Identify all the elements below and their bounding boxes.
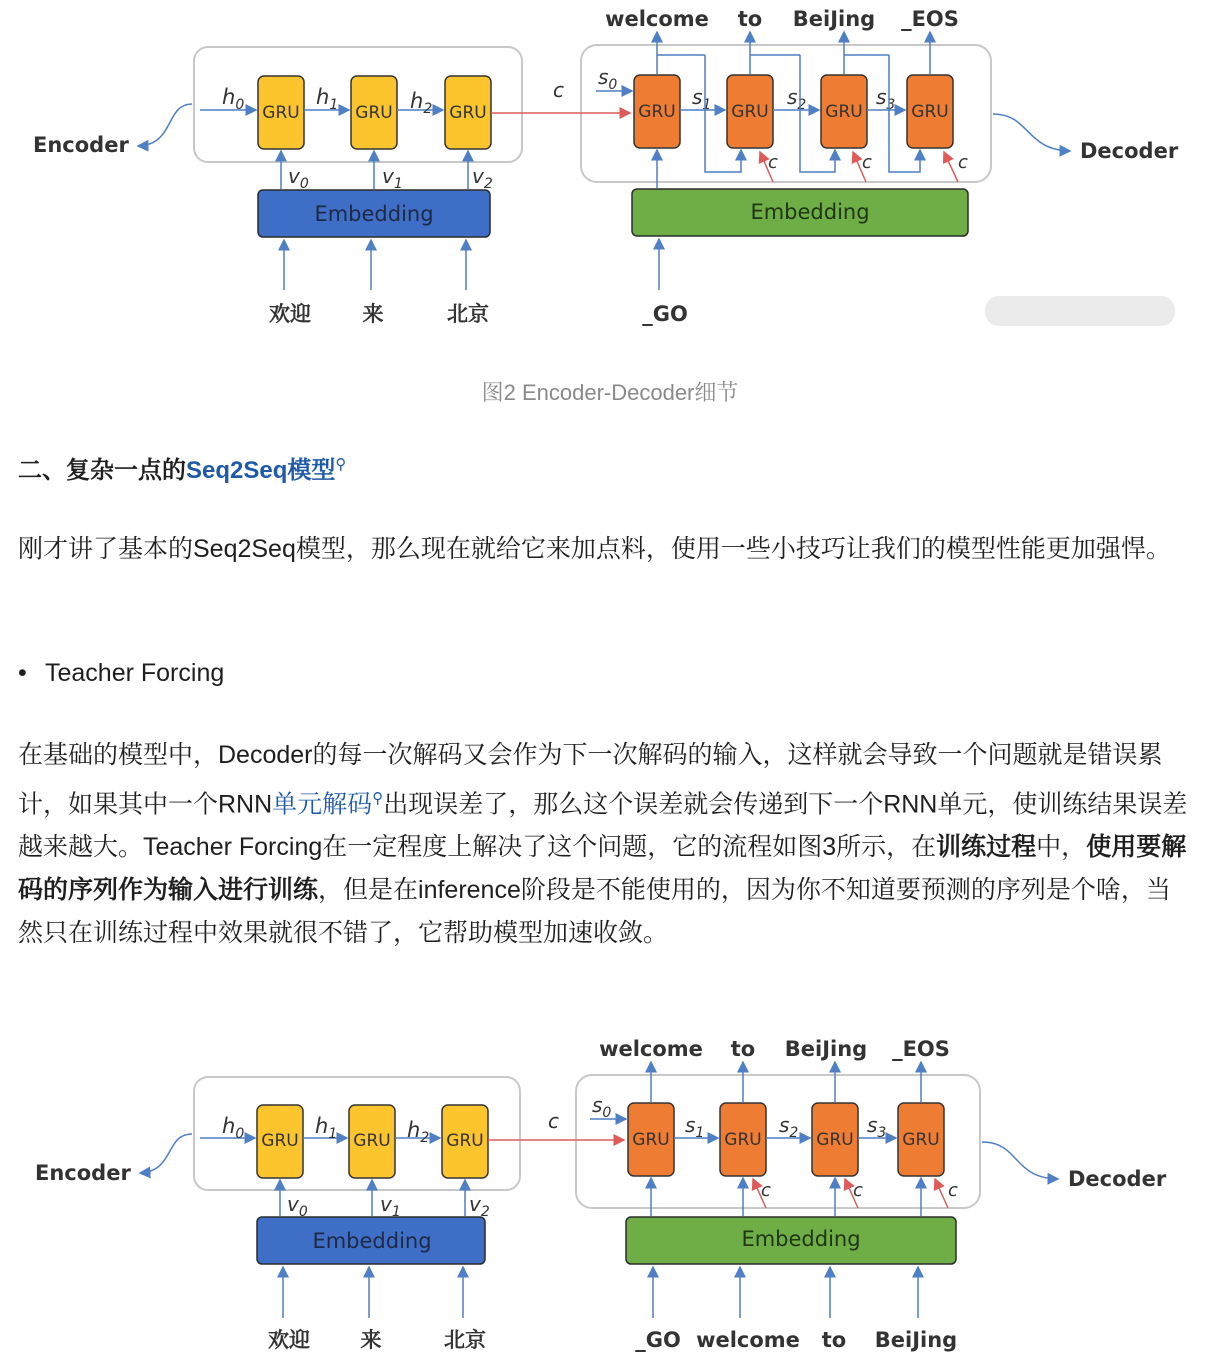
h2-label: $h_2$: [407, 1118, 430, 1146]
s3-label: $s_3$: [867, 1113, 887, 1141]
decoder-label: Decoder: [1080, 139, 1179, 163]
svg-text:GRU: GRU: [638, 102, 676, 122]
heading-text: 二、复杂一点的: [18, 457, 186, 484]
encoder-input-1: 欢迎: [268, 1328, 310, 1352]
svg-text:GRU: GRU: [731, 102, 769, 122]
output-word-4: _EOS: [892, 1037, 950, 1061]
encoder-gru-3: [445, 76, 491, 149]
encoder-gru-2: [351, 76, 397, 149]
svg-text:Embedding: Embedding: [741, 1227, 861, 1251]
h2-label: $h_2$: [410, 89, 433, 117]
svg-text:GRU: GRU: [355, 103, 393, 123]
encoder-label: Encoder: [33, 133, 129, 157]
s0-label: $s_0$: [598, 65, 618, 93]
figure-encoder-decoder-detail: [0, 0, 1220, 370]
encoder-gru-3: [442, 1105, 488, 1178]
encoder-label: Encoder: [35, 1161, 131, 1185]
para2-text-1: 在基础的模型中，Decoder的每一次解码又会作为下一次解码的输入，这样就会导致一个问题就是错误累计，如果其中一个RNN: [18, 741, 1163, 819]
v2-label: $v_2$: [469, 1192, 490, 1220]
svg-text:GRU: GRU: [261, 1131, 299, 1151]
decoder-label: Decoder: [1068, 1167, 1167, 1191]
v0-label: $v_0$: [288, 164, 309, 192]
magnifier-icon[interactable]: ⚲: [335, 456, 347, 473]
context-label: c: [548, 1109, 559, 1133]
decoder-embedding: [626, 1217, 956, 1264]
decoder-input-go: _GO: [642, 302, 688, 326]
para2-bold-1: 训练过程: [936, 833, 1037, 862]
svg-text:GRU: GRU: [911, 102, 949, 122]
figure-caption: 图2 Encoder-Decoder细节: [481, 380, 739, 405]
s1-label: $s_1$: [685, 1113, 705, 1141]
s0-label: $s_0$: [592, 1093, 612, 1121]
encoder-input-2: 来: [362, 302, 384, 326]
h0-label: $h_0$: [222, 85, 245, 113]
v1-label: $v_1$: [380, 1192, 401, 1220]
para2-bold-2: 使用要解码的序列作为输入进行训练: [18, 833, 1187, 905]
decoder-gru-4: [907, 75, 953, 148]
svg-text:GRU: GRU: [262, 103, 300, 123]
v2-label: $v_2$: [472, 164, 493, 192]
para2-text-4: ，但是在inference阶段是不能使用的，因为你不知道要预测的序列是个啥，当然只在训练过程中效果就很不错了，它帮助模型加速收敛。: [18, 876, 1171, 948]
svg-text:GRU: GRU: [353, 1131, 391, 1151]
svg-text:GRU: GRU: [825, 102, 863, 122]
s2-label: $s_2$: [787, 85, 807, 113]
svg-text:GRU: GRU: [724, 1130, 762, 1150]
bullet-text: Teacher Forcing: [45, 659, 225, 687]
encoder-embedding: [257, 1217, 485, 1264]
svg-text:GRU: GRU: [902, 1130, 940, 1150]
output-word-2: to: [737, 7, 763, 31]
s2-label: $s_2$: [779, 1113, 799, 1141]
context-label-2: c: [761, 1180, 771, 1201]
decoder-gru-3: [821, 75, 867, 148]
output-word-4: _EOS: [901, 7, 959, 31]
svg-text:GRU: GRU: [449, 103, 487, 123]
encoder-input-1: 欢迎: [269, 302, 311, 326]
context-label: c: [553, 78, 564, 102]
encoder-input-3: 北京: [447, 302, 489, 326]
figure-teacher-forcing: [0, 1030, 1220, 1372]
section-heading: [18, 450, 346, 485]
encoder-gru-1: [258, 76, 304, 149]
s3-label: $s_3$: [876, 85, 896, 113]
decoder-gru-4: [898, 1103, 944, 1176]
context-label-2: c: [768, 152, 778, 173]
decoder-gru-1: [634, 75, 680, 148]
para2-text-2: 出现误差了，那么这个误差就会传递到下一个RNN单元，使训练结果误差越来越大。Teacher Forcing在一定程度上解决了这个问题，它的流程如图3所示，在: [18, 790, 1188, 862]
blurred-watermark: [985, 296, 1175, 326]
keyword-link-decoding[interactable]: 单元解码: [272, 790, 373, 819]
svg-text:Embedding: Embedding: [314, 202, 434, 226]
output-word-3: BeiJing: [784, 1037, 868, 1061]
heading-keyword-link[interactable]: Seq2Seq模型: [186, 457, 336, 484]
encoder-input-2: 来: [360, 1328, 382, 1352]
output-word-2: to: [730, 1037, 756, 1061]
decoder-embedding: [632, 189, 968, 236]
h1-label: $h_1$: [316, 85, 339, 113]
context-label-4: c: [948, 1180, 958, 1201]
svg-text:GRU: GRU: [816, 1130, 854, 1150]
context-label-4: c: [958, 152, 968, 173]
encoder-gru-2: [349, 1105, 395, 1178]
s1-label: $s_1$: [692, 85, 712, 113]
decoder-gru-3: [812, 1103, 858, 1176]
decoder-input-2: welcome: [696, 1328, 800, 1352]
decoder-gru-2: [720, 1103, 766, 1176]
decoder-input-3: to: [821, 1328, 847, 1352]
h1-label: $h_1$: [315, 1114, 338, 1142]
output-word-3: BeiJing: [792, 7, 876, 31]
paragraph-teacher-forcing: [18, 734, 1188, 955]
decoder-input-1: _GO: [635, 1328, 681, 1352]
svg-text:Embedding: Embedding: [750, 200, 870, 224]
output-word-1: welcome: [605, 7, 709, 31]
decoder-gru-1: [628, 1103, 674, 1176]
context-label-3: c: [862, 152, 872, 173]
output-word-1: welcome: [599, 1037, 703, 1061]
encoder-embedding: [258, 190, 490, 237]
h0-label: $h_0$: [222, 1114, 245, 1142]
magnifier-icon[interactable]: ⚲: [372, 790, 384, 807]
svg-text:GRU: GRU: [446, 1131, 484, 1151]
svg-text:GRU: GRU: [632, 1130, 670, 1150]
encoder-input-3: 北京: [444, 1328, 486, 1352]
bullet-dot-icon: •: [18, 659, 27, 687]
paragraph-intro: 刚才讲了基本的Seq2Seq模型，那么现在就给它来加点料，使用一些小技巧让我们的模型性能更加强悍。: [18, 535, 1171, 563]
v0-label: $v_0$: [287, 1192, 308, 1220]
para2-text-3: 中，: [1036, 833, 1087, 862]
encoder-gru-1: [257, 1105, 303, 1178]
svg-text:Embedding: Embedding: [312, 1229, 432, 1253]
decoder-input-4: BeiJing: [874, 1328, 958, 1352]
bullet-item: [18, 652, 224, 695]
context-label-3: c: [853, 1180, 863, 1201]
v1-label: $v_1$: [382, 164, 403, 192]
decoder-gru-2: [727, 75, 773, 148]
